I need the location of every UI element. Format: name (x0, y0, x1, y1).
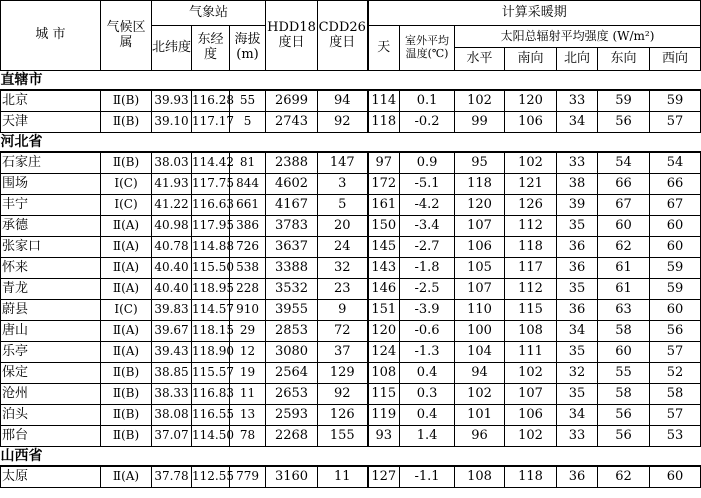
cell-south: 106 (505, 112, 557, 133)
cell-cdd: 5 (318, 195, 368, 216)
cell-hdd: 2593 (266, 405, 318, 426)
cell-lat: 40.78 (152, 237, 192, 258)
cell-west: 59 (650, 279, 701, 300)
cell-temp: -2.5 (400, 279, 455, 300)
header-lon: 东经度 (192, 26, 230, 71)
cell-days: 172 (368, 174, 400, 195)
cell-lon: 116.63 (192, 195, 230, 216)
table-row (1, 152, 701, 174)
header-lat: 北纬度 (152, 26, 192, 71)
cell-temp: -1.1 (400, 466, 455, 488)
cell-city: 太原 (1, 466, 101, 488)
cell-north: 34 (557, 405, 598, 426)
header-cdd: CDD26 度日 (318, 1, 368, 71)
cell-climate: Ⅱ(B) (101, 426, 152, 447)
cell-lat: 38.03 (152, 152, 192, 174)
header-station: 气象站 (152, 1, 266, 26)
cell-lon: 112.55 (192, 466, 230, 488)
cell-north: 32 (557, 363, 598, 384)
cell-hdd: 2853 (266, 321, 318, 342)
cell-south: 106 (505, 405, 557, 426)
cell-hdd: 4602 (266, 174, 318, 195)
cell-west: 54 (650, 152, 701, 174)
cell-alt: 779 (230, 466, 266, 488)
header-alt: 海拔(m) (230, 26, 266, 71)
cell-alt: 844 (230, 174, 266, 195)
cell-cdd: 92 (318, 384, 368, 405)
header-climate: 气候区属 (101, 1, 152, 71)
cell-city: 石家庄 (1, 152, 101, 174)
header-period: 计算采暖期 (368, 1, 701, 26)
cell-temp: -0.2 (400, 112, 455, 133)
cell-east: 58 (598, 384, 650, 405)
cell-east: 59 (598, 90, 650, 112)
cell-east: 55 (598, 363, 650, 384)
cell-lon: 114.50 (192, 426, 230, 447)
table-row (1, 321, 701, 342)
cell-climate: Ⅱ(A) (101, 466, 152, 488)
cell-hdd: 4167 (266, 195, 318, 216)
cell-lon: 114.42 (192, 152, 230, 174)
cell-days: 145 (368, 237, 400, 258)
cell-horizontal: 96 (455, 426, 505, 447)
cell-south: 121 (505, 174, 557, 195)
table-row (1, 216, 701, 237)
table-row (1, 90, 701, 112)
cell-alt: 910 (230, 300, 266, 321)
cell-lat: 38.33 (152, 384, 192, 405)
cell-temp: -1.8 (400, 258, 455, 279)
cell-hdd: 3955 (266, 300, 318, 321)
cell-horizontal: 105 (455, 258, 505, 279)
cell-south: 107 (505, 384, 557, 405)
cell-days: 161 (368, 195, 400, 216)
cell-climate: Ⅱ(A) (101, 321, 152, 342)
cell-east: 56 (598, 405, 650, 426)
cell-lon: 116.83 (192, 384, 230, 405)
cell-alt: 78 (230, 426, 266, 447)
cell-lat: 39.43 (152, 342, 192, 363)
cell-days: 97 (368, 152, 400, 174)
cell-east: 62 (598, 466, 650, 488)
cell-south: 102 (505, 152, 557, 174)
cell-lat: 38.85 (152, 363, 192, 384)
cell-alt: 661 (230, 195, 266, 216)
cell-climate: Ⅰ(C) (101, 174, 152, 195)
cell-hdd: 3160 (266, 466, 318, 488)
cell-south: 118 (505, 237, 557, 258)
cell-north: 35 (557, 279, 598, 300)
cell-horizontal: 94 (455, 363, 505, 384)
cell-east: 60 (598, 342, 650, 363)
cell-days: 150 (368, 216, 400, 237)
cell-climate: Ⅱ(B) (101, 90, 152, 112)
cell-north: 38 (557, 174, 598, 195)
cell-north: 33 (557, 426, 598, 447)
cell-city: 唐山 (1, 321, 101, 342)
cell-hdd: 3637 (266, 237, 318, 258)
cell-lon: 114.88 (192, 237, 230, 258)
cell-north: 34 (557, 321, 598, 342)
cell-horizontal: 107 (455, 216, 505, 237)
cell-horizontal: 107 (455, 279, 505, 300)
cell-lat: 40.98 (152, 216, 192, 237)
cell-horizontal: 118 (455, 174, 505, 195)
cell-days: 93 (368, 426, 400, 447)
cell-east: 63 (598, 300, 650, 321)
table-row (1, 174, 701, 195)
cell-alt: 11 (230, 384, 266, 405)
section-title: 山西省 (1, 447, 701, 467)
cell-hdd: 2388 (266, 152, 318, 174)
cell-horizontal: 104 (455, 342, 505, 363)
cell-lat: 40.40 (152, 258, 192, 279)
cell-east: 54 (598, 152, 650, 174)
cell-temp: -5.1 (400, 174, 455, 195)
cell-temp: -0.6 (400, 321, 455, 342)
cell-lat: 39.83 (152, 300, 192, 321)
cell-west: 59 (650, 258, 701, 279)
cell-days: 118 (368, 112, 400, 133)
cell-temp: 0.1 (400, 90, 455, 112)
cell-hdd: 2268 (266, 426, 318, 447)
cell-city: 张家口 (1, 237, 101, 258)
cell-city: 青龙 (1, 279, 101, 300)
cell-temp: -1.3 (400, 342, 455, 363)
cell-days: 146 (368, 279, 400, 300)
cell-city: 保定 (1, 363, 101, 384)
cell-lon: 115.50 (192, 258, 230, 279)
cell-hdd: 2699 (266, 90, 318, 112)
cell-alt: 19 (230, 363, 266, 384)
cell-west: 59 (650, 90, 701, 112)
cell-north: 36 (557, 258, 598, 279)
cell-cdd: 11 (318, 466, 368, 488)
cell-days: 143 (368, 258, 400, 279)
cell-south: 112 (505, 216, 557, 237)
cell-lat: 37.78 (152, 466, 192, 488)
cell-days: 115 (368, 384, 400, 405)
cell-south: 115 (505, 300, 557, 321)
cell-temp: 0.9 (400, 152, 455, 174)
cell-west: 60 (650, 237, 701, 258)
cell-east: 60 (598, 216, 650, 237)
cell-horizontal: 102 (455, 384, 505, 405)
cell-temp: 1.4 (400, 426, 455, 447)
cell-lat: 37.07 (152, 426, 192, 447)
cell-south: 102 (505, 363, 557, 384)
cell-east: 61 (598, 258, 650, 279)
cell-hdd: 3532 (266, 279, 318, 300)
cell-temp: 0.3 (400, 384, 455, 405)
cell-alt: 5 (230, 112, 266, 133)
cell-horizontal: 108 (455, 466, 505, 488)
cell-lat: 40.40 (152, 279, 192, 300)
cell-south: 126 (505, 195, 557, 216)
header-west: 西向 (650, 48, 701, 71)
cell-cdd: 24 (318, 237, 368, 258)
cell-north: 33 (557, 90, 598, 112)
cell-lat: 39.67 (152, 321, 192, 342)
cell-lat: 41.22 (152, 195, 192, 216)
cell-west: 57 (650, 112, 701, 133)
table-row (1, 258, 701, 279)
cell-temp: -3.9 (400, 300, 455, 321)
cell-city: 丰宁 (1, 195, 101, 216)
cell-west: 57 (650, 342, 701, 363)
cell-west: 60 (650, 466, 701, 488)
cell-climate: Ⅱ(A) (101, 258, 152, 279)
cell-horizontal: 120 (455, 195, 505, 216)
header-horizontal: 水平 (455, 48, 505, 71)
cell-hdd: 2743 (266, 112, 318, 133)
cell-lon: 118.90 (192, 342, 230, 363)
cell-climate: Ⅰ(C) (101, 300, 152, 321)
cell-climate: Ⅱ(B) (101, 363, 152, 384)
header-days: 天 (368, 26, 400, 71)
cell-cdd: 155 (318, 426, 368, 447)
cell-cdd: 126 (318, 405, 368, 426)
cell-climate: Ⅱ(B) (101, 152, 152, 174)
cell-climate: Ⅱ(A) (101, 279, 152, 300)
cell-east: 67 (598, 195, 650, 216)
cell-climate: Ⅱ(A) (101, 342, 152, 363)
cell-alt: 13 (230, 405, 266, 426)
cell-city: 蔚县 (1, 300, 101, 321)
header-solar: 太阳总辐射平均强度 (W/m²) (455, 26, 701, 48)
cell-days: 124 (368, 342, 400, 363)
cell-lat: 39.10 (152, 112, 192, 133)
cell-lon: 118.15 (192, 321, 230, 342)
cell-city: 北京 (1, 90, 101, 112)
cell-horizontal: 95 (455, 152, 505, 174)
cell-east: 62 (598, 237, 650, 258)
cell-hdd: 3783 (266, 216, 318, 237)
header-south: 南向 (505, 48, 557, 71)
cell-south: 120 (505, 90, 557, 112)
cell-lon: 118.95 (192, 279, 230, 300)
cell-cdd: 9 (318, 300, 368, 321)
cell-east: 58 (598, 321, 650, 342)
cell-days: 108 (368, 363, 400, 384)
cell-alt: 228 (230, 279, 266, 300)
cell-horizontal: 102 (455, 90, 505, 112)
cell-north: 35 (557, 384, 598, 405)
cell-alt: 386 (230, 216, 266, 237)
header-temp: 室外平均温度(℃) (400, 26, 455, 71)
cell-cdd: 72 (318, 321, 368, 342)
table-row (1, 426, 701, 447)
section-title: 直辖市 (1, 71, 701, 91)
cell-temp: -3.4 (400, 216, 455, 237)
cell-south: 111 (505, 342, 557, 363)
header-city: 城 市 (1, 1, 101, 71)
table-row (1, 384, 701, 405)
cell-west: 53 (650, 426, 701, 447)
cell-climate: Ⅱ(A) (101, 216, 152, 237)
cell-hdd: 3080 (266, 342, 318, 363)
cell-east: 61 (598, 279, 650, 300)
cell-west: 57 (650, 405, 701, 426)
cell-days: 114 (368, 90, 400, 112)
section-title: 河北省 (1, 133, 701, 153)
cell-lon: 117.75 (192, 174, 230, 195)
cell-city: 承德 (1, 216, 101, 237)
cell-alt: 12 (230, 342, 266, 363)
cell-climate: Ⅱ(B) (101, 405, 152, 426)
cell-north: 36 (557, 466, 598, 488)
table-row (1, 195, 701, 216)
cell-cdd: 3 (318, 174, 368, 195)
cell-city: 邢台 (1, 426, 101, 447)
cell-lat: 39.93 (152, 90, 192, 112)
cell-city: 天津 (1, 112, 101, 133)
cell-west: 52 (650, 363, 701, 384)
cell-climate: Ⅱ(A) (101, 237, 152, 258)
cell-hdd: 2653 (266, 384, 318, 405)
cell-west: 60 (650, 300, 701, 321)
cell-lat: 41.93 (152, 174, 192, 195)
cell-lon: 115.57 (192, 363, 230, 384)
cell-cdd: 94 (318, 90, 368, 112)
cell-east: 56 (598, 112, 650, 133)
cell-east: 66 (598, 174, 650, 195)
cell-cdd: 92 (318, 112, 368, 133)
cell-cdd: 32 (318, 258, 368, 279)
cell-temp: 0.4 (400, 405, 455, 426)
cell-west: 67 (650, 195, 701, 216)
cell-cdd: 20 (318, 216, 368, 237)
cell-north: 35 (557, 342, 598, 363)
cell-alt: 538 (230, 258, 266, 279)
cell-lon: 117.17 (192, 112, 230, 133)
cell-hdd: 3388 (266, 258, 318, 279)
cell-lat: 38.08 (152, 405, 192, 426)
cell-south: 112 (505, 279, 557, 300)
cell-lon: 116.55 (192, 405, 230, 426)
cell-temp: -2.7 (400, 237, 455, 258)
table-row (1, 279, 701, 300)
cell-north: 34 (557, 112, 598, 133)
table-row (1, 237, 701, 258)
cell-south: 118 (505, 466, 557, 488)
cell-alt: 29 (230, 321, 266, 342)
cell-north: 36 (557, 300, 598, 321)
header-north: 北向 (557, 48, 598, 71)
cell-west: 60 (650, 216, 701, 237)
cell-city: 乐亭 (1, 342, 101, 363)
cell-west: 56 (650, 321, 701, 342)
cell-north: 33 (557, 152, 598, 174)
cell-city: 怀来 (1, 258, 101, 279)
cell-days: 120 (368, 321, 400, 342)
cell-south: 117 (505, 258, 557, 279)
cell-climate: Ⅱ(B) (101, 112, 152, 133)
table-row (1, 405, 701, 426)
cell-temp: 0.4 (400, 363, 455, 384)
cell-temp: -4.2 (400, 195, 455, 216)
cell-lon: 114.57 (192, 300, 230, 321)
cell-climate: Ⅰ(C) (101, 195, 152, 216)
cell-city: 沧州 (1, 384, 101, 405)
cell-days: 127 (368, 466, 400, 488)
cell-north: 36 (557, 237, 598, 258)
table-row (1, 112, 701, 133)
cell-south: 108 (505, 321, 557, 342)
cell-horizontal: 101 (455, 405, 505, 426)
table-row (1, 342, 701, 363)
cell-east: 56 (598, 426, 650, 447)
cell-horizontal: 100 (455, 321, 505, 342)
cell-cdd: 37 (318, 342, 368, 363)
cell-cdd: 129 (318, 363, 368, 384)
cell-north: 35 (557, 216, 598, 237)
cell-cdd: 147 (318, 152, 368, 174)
cell-city: 围场 (1, 174, 101, 195)
table-row (1, 300, 701, 321)
cell-hdd: 2564 (266, 363, 318, 384)
cell-west: 66 (650, 174, 701, 195)
cell-horizontal: 110 (455, 300, 505, 321)
table-row (1, 363, 701, 384)
cell-cdd: 23 (318, 279, 368, 300)
table-body (1, 71, 701, 488)
cell-south: 102 (505, 426, 557, 447)
table-row (1, 466, 701, 488)
cell-city: 泊头 (1, 405, 101, 426)
cell-days: 119 (368, 405, 400, 426)
cell-horizontal: 99 (455, 112, 505, 133)
header-east: 东向 (598, 48, 650, 71)
cell-days: 151 (368, 300, 400, 321)
cell-alt: 81 (230, 152, 266, 174)
cell-climate: Ⅱ(B) (101, 384, 152, 405)
cell-horizontal: 106 (455, 237, 505, 258)
cell-lon: 117.95 (192, 216, 230, 237)
cell-west: 58 (650, 384, 701, 405)
cell-north: 39 (557, 195, 598, 216)
cell-lon: 116.28 (192, 90, 230, 112)
cell-alt: 726 (230, 237, 266, 258)
header-hdd: HDD18 度日 (266, 1, 318, 71)
cell-alt: 55 (230, 90, 266, 112)
